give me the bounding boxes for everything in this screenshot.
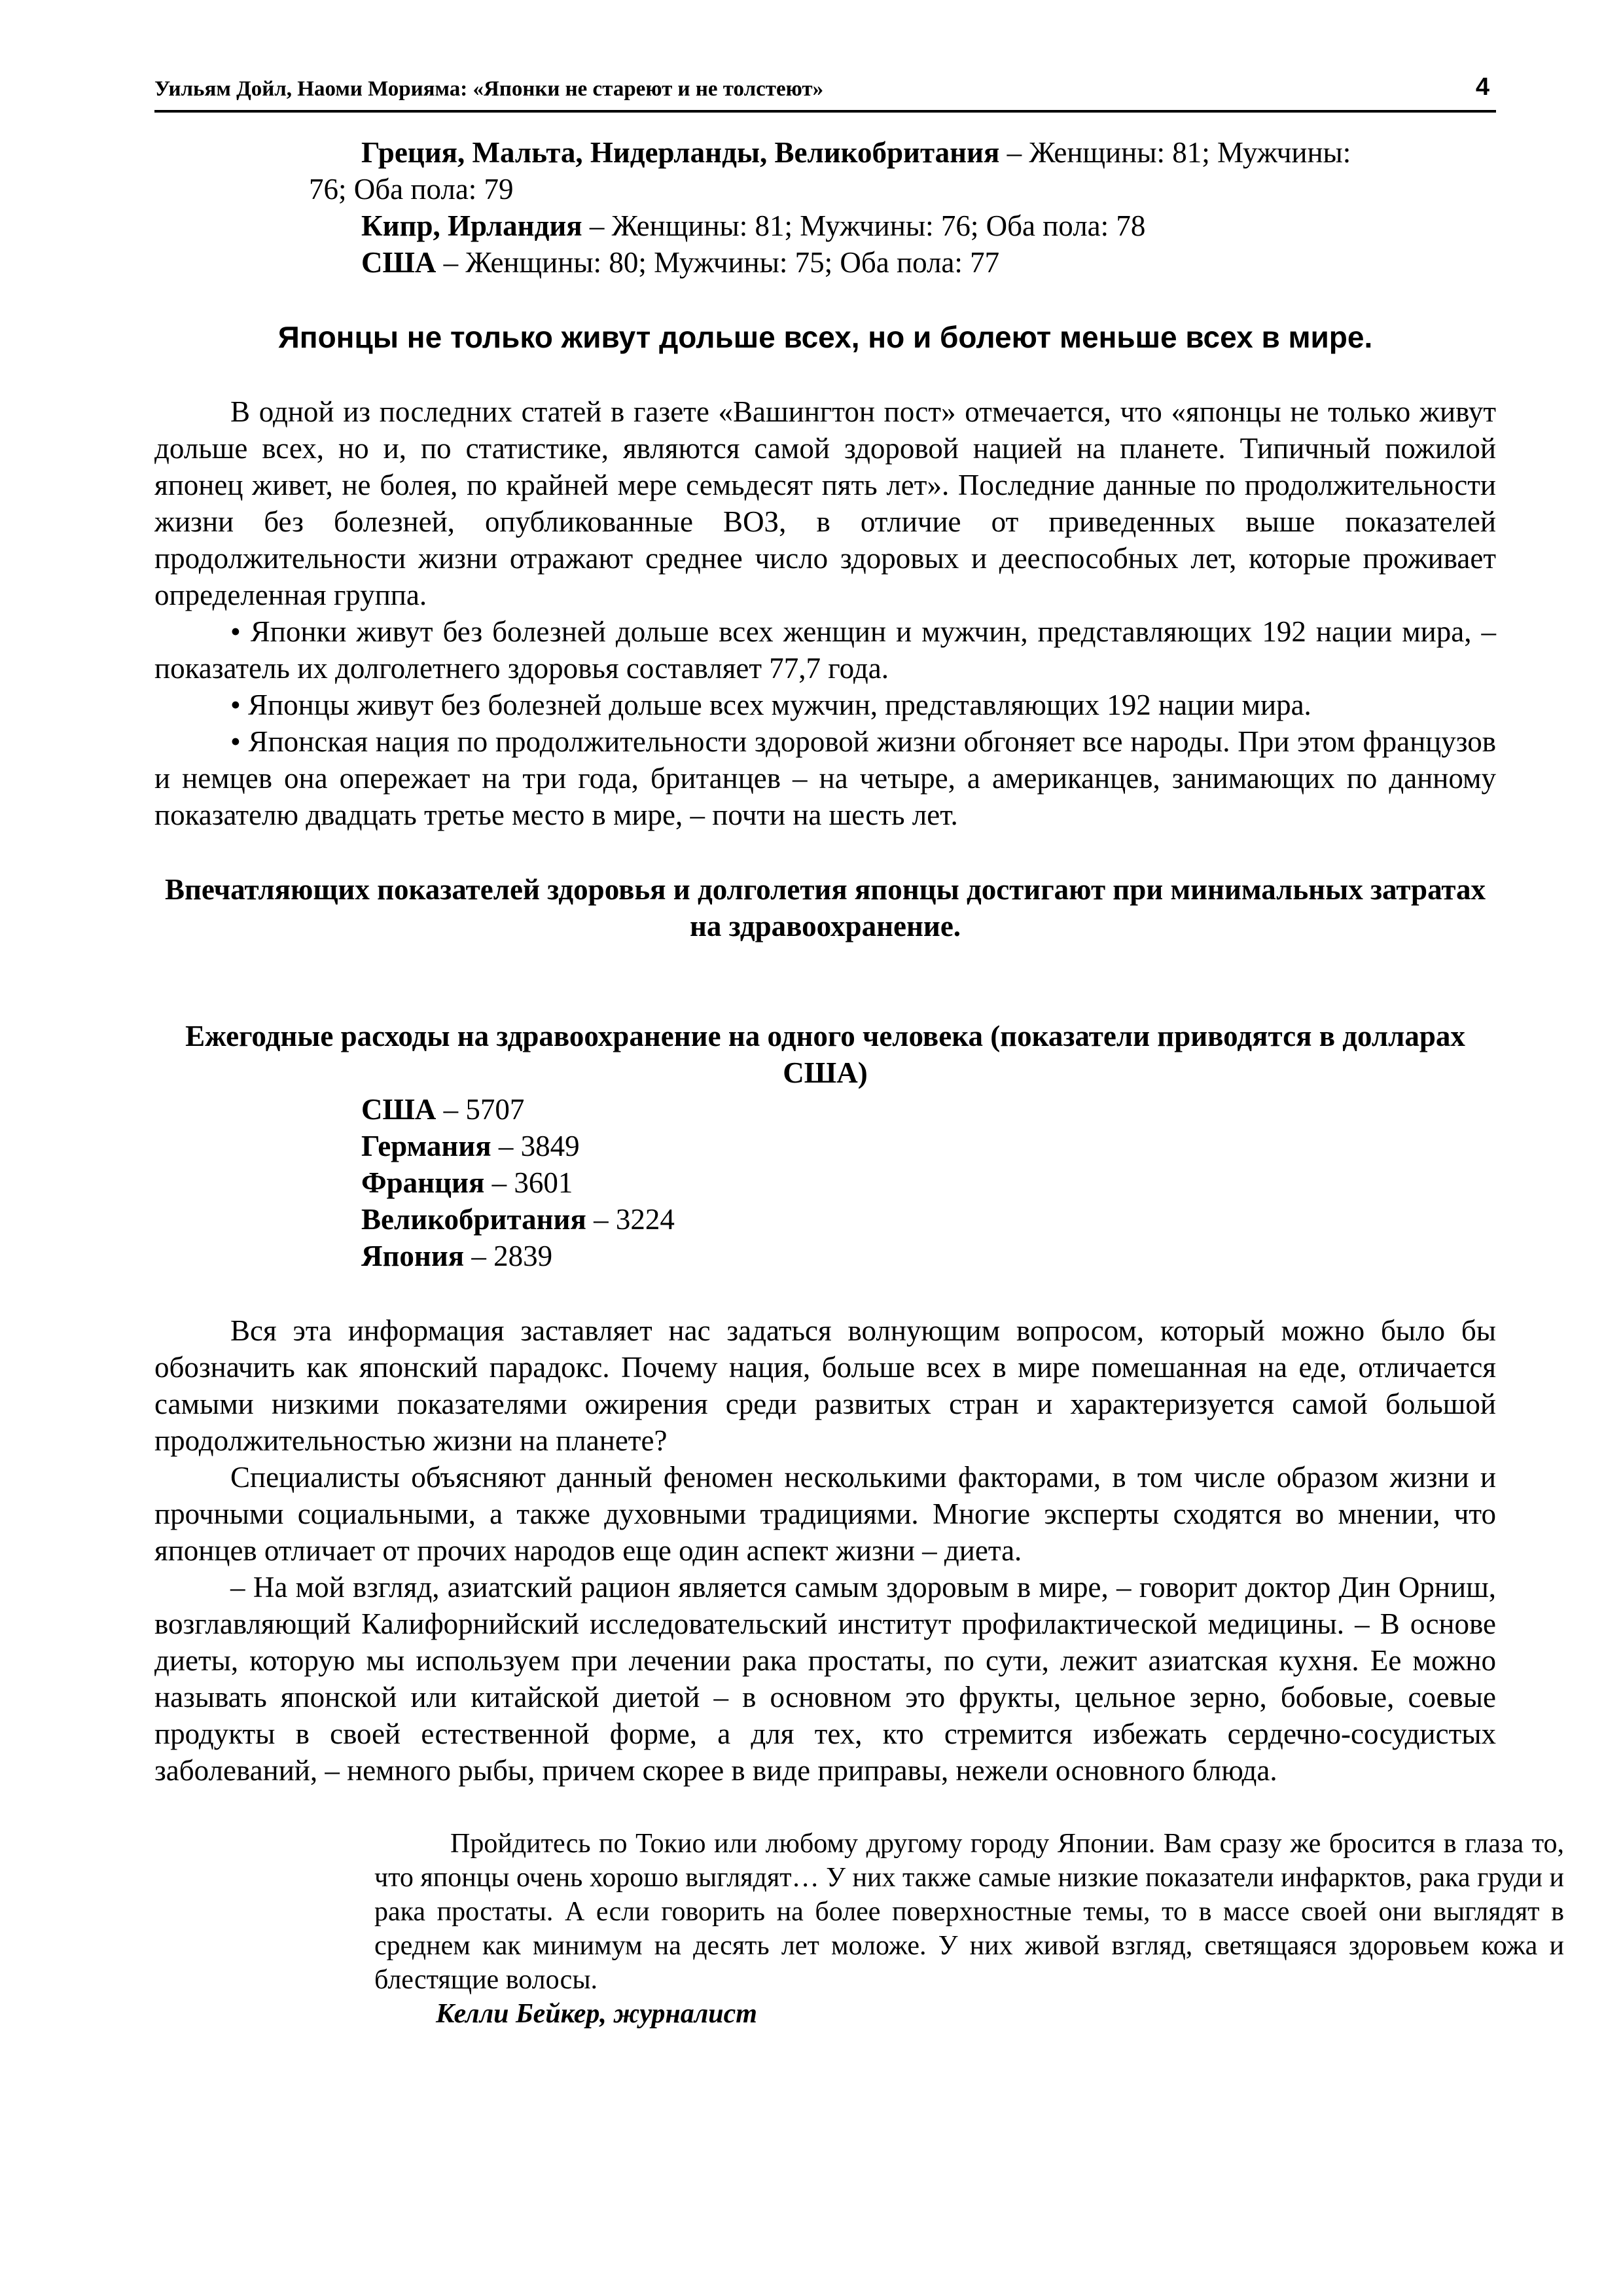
bold-statement: Впечатляющих показателей здоровья и долголетия японцы достигают при минимальных затратах на здравоохранение. bbox=[164, 873, 1486, 942]
spending-value: – 3849 bbox=[491, 1130, 580, 1162]
page-number: 4 bbox=[1475, 73, 1489, 101]
spending-country: Великобритания bbox=[361, 1203, 586, 1236]
spending-row bbox=[361, 1201, 1496, 1238]
spending-value: – 3601 bbox=[484, 1166, 573, 1199]
spending-row bbox=[361, 1091, 1496, 1128]
spending-value: – 3224 bbox=[586, 1203, 675, 1236]
spending-country: Япония bbox=[361, 1240, 465, 1272]
life-expectancy-list bbox=[154, 134, 1496, 281]
life-expectancy-values: – Женщины: 81; Мужчины: bbox=[999, 136, 1351, 169]
bullet-paragraph: • Японцы живут без болезней дольше всех мужчин, представляющих 192 нации мира. bbox=[230, 689, 1311, 721]
life-expectancy-row bbox=[154, 207, 1496, 244]
life-expectancy-row bbox=[154, 244, 1496, 281]
spending-heading: Ежегодные расходы на здравоохранение на одного человека (показатели приводятся в долларах США) bbox=[185, 1020, 1465, 1089]
life-expectancy-countries: Греция, Мальта, Нидерланды, Великобритания bbox=[361, 136, 1000, 169]
spending-value: – 5707 bbox=[436, 1093, 525, 1126]
life-expectancy-countries: Кипр, Ирландия bbox=[361, 209, 582, 242]
quote-text: Пройдитесь по Токио или любому другому городу Японии. Вам сразу же бросится в глаза то, что японцы очень хорошо выглядят… У них также самые низкие показатели инфарктов, рака груди и рака простаты. А если говорить на более поверхностные темы, то в массе своей они выглядят в среднем как минимум на десять лет моложе. У них живой взгляд, светящаяся здоровьем кожа и блестящие волосы. bbox=[374, 1829, 1564, 1995]
spending-row bbox=[361, 1164, 1496, 1201]
spending-country: Германия bbox=[361, 1130, 491, 1162]
running-header bbox=[154, 73, 1496, 113]
spending-country: Франция bbox=[361, 1166, 485, 1199]
spending-list bbox=[154, 1091, 1496, 1274]
page-content bbox=[154, 134, 1564, 2031]
bullet-paragraph: • Японская нация по продолжительности здоровой жизни обгоняет все народы. При этом французов и немцев она опережает на три года, британцев – на четыре, а американцев, занимающих по данному показателю двадцать третье место в мире, – почти на шесть лет. bbox=[154, 725, 1496, 831]
life-expectancy-row bbox=[154, 134, 1496, 171]
life-expectancy-values-wrap: 76; Оба пола: 79 bbox=[309, 173, 514, 206]
section-heading: Японцы не только живут дольше всех, но и болеют меньше всех в мире. bbox=[277, 320, 1373, 354]
life-expectancy-values: – Женщины: 81; Мужчины: 76; Оба пола: 78 bbox=[582, 209, 1146, 242]
body-paragraph: Вся эта информация заставляет нас задаться волнующим вопросом, который можно было бы обозначить как японский парадокс. Почему нация, больше всех в мире помешанная на еде, отличается самыми низкими показателями ожирения среди развитых стран и характеризуется самой большой продолжительностью жизни на планете? bbox=[154, 1314, 1496, 1457]
spending-country: США bbox=[361, 1093, 437, 1126]
life-expectancy-countries: США bbox=[361, 246, 437, 279]
paragraph-group-2 bbox=[154, 1312, 1496, 1789]
paragraph-group-1 bbox=[154, 393, 1496, 833]
bullet-paragraph: • Японки живут без болезней дольше всех женщин и мужчин, представляющих 192 нации мира, – показатель их долголетнего здоровья составляет 77,7 года. bbox=[154, 615, 1496, 685]
life-expectancy-row-wrap bbox=[154, 171, 1496, 207]
body-paragraph: – На мой взгляд, азиатский рацион является самым здоровым в мире, – говорит доктор Дин Орниш, возглавляющий Калифорнийский исследовательский институт профилактической медицины. – В основе диеты, которую мы используем при лечении рака простаты, по сути, лежит азиатская кухня. Ее можно называть японской или китайской диетой – в основном это фрукты, цельное зерно, бобовые, соевые продукты в своей естественной форме, а для тех, кто стремится избежать сердечно-сосудистых заболеваний, – немного рыбы, причем скорее в виде приправы, нежели основного блюда. bbox=[154, 1571, 1496, 1787]
quote-author: Келли Бейкер, журналист bbox=[436, 1999, 757, 2029]
spending-row bbox=[361, 1128, 1496, 1164]
header-title: Уильям Дойл, Наоми Морияма: «Японки не стареют и не толстеют» bbox=[154, 77, 824, 101]
spending-row bbox=[361, 1238, 1496, 1274]
spending-value: – 2839 bbox=[464, 1240, 553, 1272]
life-expectancy-values: – Женщины: 80; Мужчины: 75; Оба пола: 77 bbox=[436, 246, 1000, 279]
body-paragraph: В одной из последних статей в газете «Вашингтон пост» отмечается, что «японцы не только живут дольше всех, но и, по статистике, являются самой здоровой нацией на планете. Типичный пожилой японец живет, не болея, по крайней мере семьдесят пять лет». Последние данные по продолжительности жизни без болезней, опубликованные ВОЗ, в отличие от приведенных выше показателей продолжительности жизни отражают среднее число здоровых и дееспособных лет, которые проживает определенная группа. bbox=[154, 395, 1496, 611]
body-paragraph: Специалисты объясняют данный феномен несколькими факторами, в том числе образом жизни и прочными социальными, а также духовными традициями. Многие эксперты сходятся во мнении, что японцев отличает от прочих народов еще один аспект жизни – диета. bbox=[154, 1461, 1496, 1567]
